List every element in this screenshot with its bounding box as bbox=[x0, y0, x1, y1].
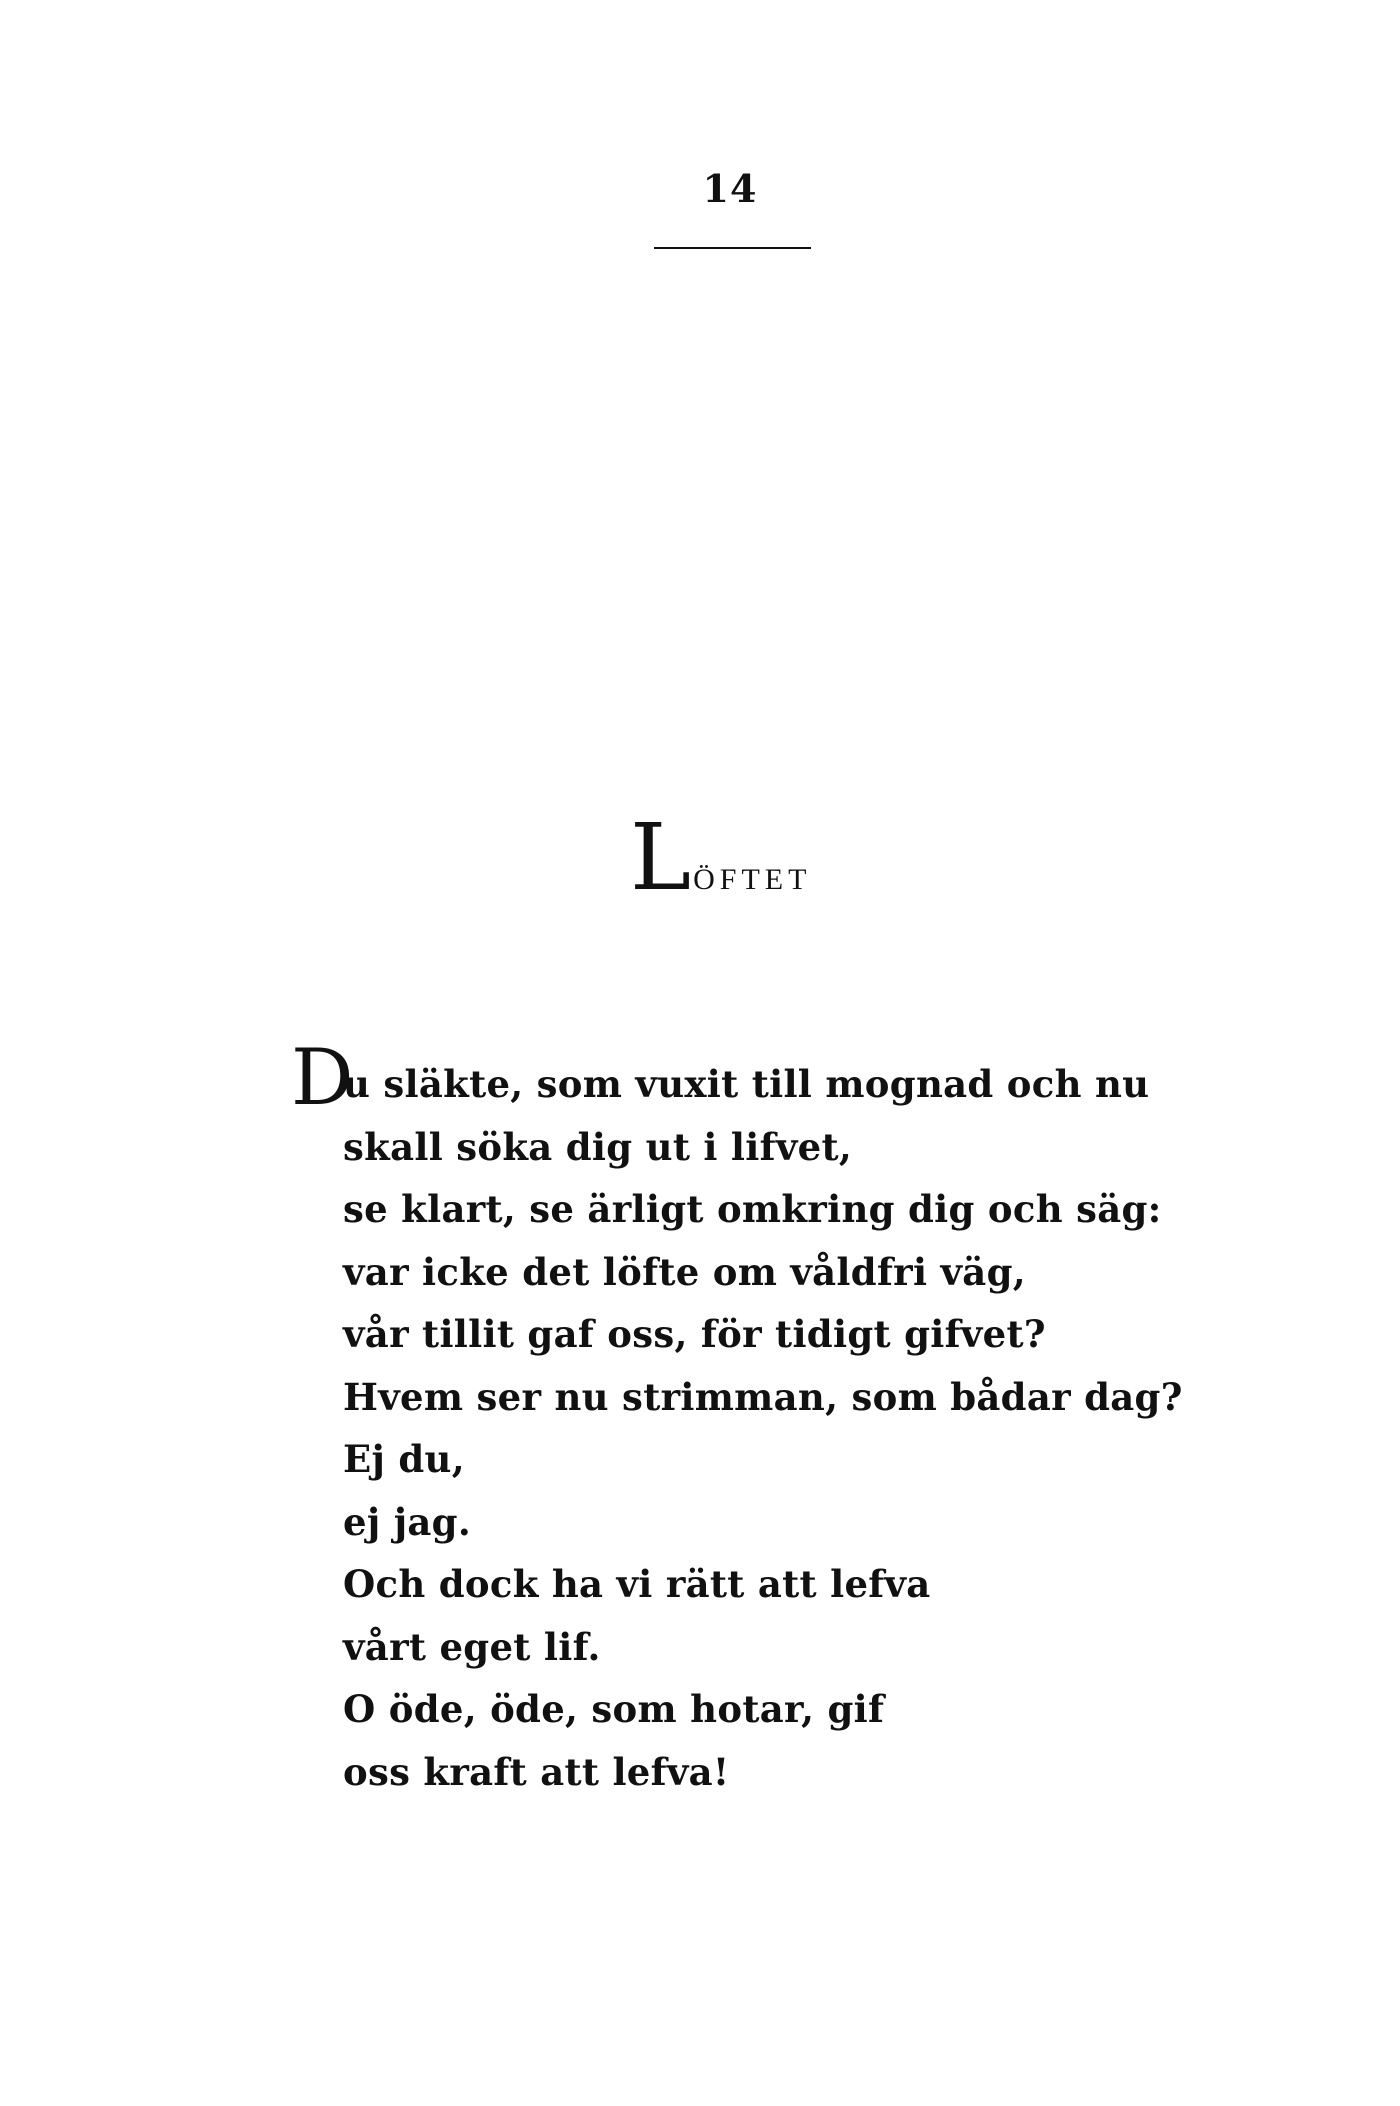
poem-line: skall söka dig ut i lifvet, bbox=[343, 1124, 853, 1169]
poem-line: Och dock ha vi rätt att lefva bbox=[343, 1562, 931, 1606]
poem-line: Ej du, bbox=[343, 1437, 465, 1481]
poem-line: se klart, se ärligt omkring dig och säg: bbox=[343, 1187, 1162, 1231]
poem-line: ej jag. bbox=[343, 1499, 472, 1544]
poem-line: O öde, öde, som hotar, gif bbox=[343, 1687, 885, 1731]
poem-title bbox=[630, 804, 812, 911]
title-initial: L bbox=[630, 804, 692, 911]
poem-line: var icke det löfte om våldfri väg, bbox=[343, 1249, 1026, 1294]
first-line-text: u släkte, som vuxit till mognad och nu bbox=[343, 1062, 1150, 1106]
poem-body bbox=[291, 1033, 1183, 1803]
poem-line: vårt eget lif. bbox=[343, 1624, 601, 1669]
poem-line: Hvem ser nu strimman, som bådar dag? bbox=[343, 1374, 1183, 1419]
poem-line: vår tillit gaf oss, för tidigt gifvet? bbox=[343, 1312, 1046, 1356]
title-rest: ÖFTET bbox=[693, 863, 812, 896]
poem-line-1 bbox=[291, 1033, 1183, 1123]
page-number: 14 bbox=[702, 166, 758, 211]
header-rule bbox=[654, 247, 811, 249]
poem-line: oss kraft att lefva! bbox=[343, 1749, 730, 1794]
drop-cap: D bbox=[291, 1033, 354, 1123]
